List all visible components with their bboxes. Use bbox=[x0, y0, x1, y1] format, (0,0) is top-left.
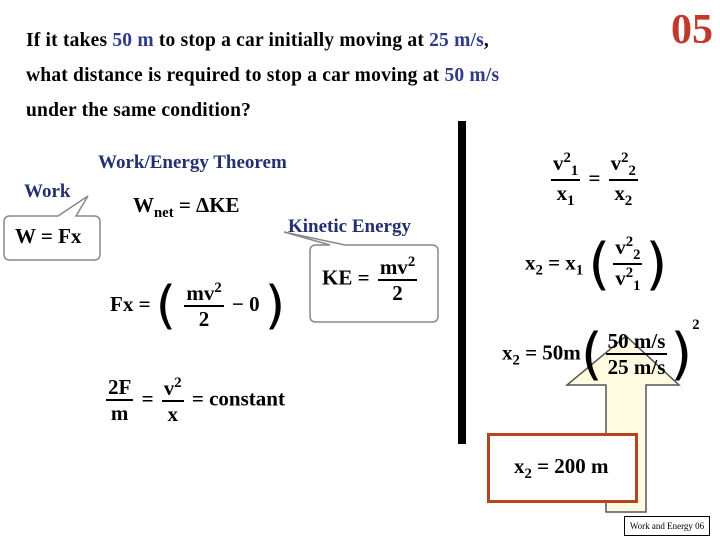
question-text: to stop a car initially moving at bbox=[153, 30, 430, 51]
kinetic-energy-label: Kinetic Energy bbox=[288, 216, 411, 237]
fx-equation: Fx = ( $\frac{mv^2}{2}$ − 0 ) bbox=[110, 276, 286, 336]
eq-part: 2 bbox=[625, 233, 634, 250]
fx-fraction bbox=[184, 280, 223, 331]
eq-part: KE = bbox=[322, 265, 370, 290]
eq-part: 2 bbox=[692, 317, 700, 334]
eq-part: W bbox=[133, 193, 154, 217]
eq-part: = 50m bbox=[525, 340, 581, 365]
eq-part: 2F bbox=[106, 376, 133, 401]
question-text: If it takes bbox=[26, 30, 113, 51]
eq-part: = bbox=[141, 386, 154, 411]
eq-part: = x bbox=[548, 250, 576, 275]
eq-part: 2 bbox=[535, 262, 543, 279]
eq-part: x bbox=[167, 402, 178, 427]
eq-part: 2 bbox=[633, 246, 641, 263]
eq-part: 1 bbox=[567, 193, 575, 210]
eq-part: 2 bbox=[563, 150, 571, 166]
eq-part: x bbox=[614, 181, 625, 206]
eq-part: 1 bbox=[570, 163, 579, 180]
eq-part: v bbox=[553, 151, 564, 175]
eq-part: = ΔKE bbox=[178, 193, 240, 217]
eq-part: v bbox=[163, 376, 175, 400]
answer-equation bbox=[514, 454, 609, 483]
question-text: what distance is required to stop a car moving at bbox=[26, 65, 445, 86]
vertical-divider bbox=[458, 121, 466, 444]
eq-part: 25 m/s bbox=[607, 354, 666, 379]
eq-part: 1 bbox=[575, 262, 584, 279]
eq-part: 2 bbox=[392, 281, 403, 306]
eq-part: 2 bbox=[174, 375, 182, 391]
initial-speed: 25 m/s bbox=[429, 30, 484, 51]
eq-part: v bbox=[615, 234, 626, 259]
eq-part: 2 bbox=[198, 307, 210, 332]
kinetic-energy-equation bbox=[322, 254, 420, 305]
ke-fraction bbox=[378, 254, 417, 305]
eq-part: 2 bbox=[407, 254, 416, 270]
eq-part: 2 bbox=[625, 265, 634, 282]
eq-part: 2 bbox=[628, 163, 636, 180]
ratio-fraction-2 bbox=[609, 150, 638, 210]
eq-part: net bbox=[154, 205, 174, 222]
ratio-fraction-1 bbox=[551, 150, 580, 210]
x2-equation: $x_2 = x_1$ ( $\frac{v^2_2}{v^2_1}$ ) bbox=[525, 232, 668, 297]
work-equation: W = Fx bbox=[15, 224, 82, 248]
question-text: under the same condition? bbox=[26, 100, 252, 121]
eq-part: x bbox=[514, 454, 525, 478]
eq-part: 2 bbox=[524, 466, 532, 483]
substitution-equation: $x_2 = 50m$( $\frac{50 m/s}{25 m/s}$ )$^2$ bbox=[502, 317, 700, 387]
eq-part: x bbox=[502, 340, 513, 365]
eq-part: = 200 m bbox=[537, 454, 609, 478]
substitution-fraction bbox=[606, 330, 668, 379]
eq-part: x bbox=[556, 181, 568, 206]
eq-part: v bbox=[615, 266, 626, 291]
const-fraction-1 bbox=[106, 376, 133, 425]
ratio-equation bbox=[548, 150, 641, 210]
work-label: Work bbox=[24, 181, 71, 202]
eq-part: 2 bbox=[214, 280, 222, 297]
eq-part: = bbox=[588, 166, 601, 191]
eq-part: mv bbox=[379, 255, 408, 279]
eq-part: 50 m/s bbox=[606, 330, 668, 355]
eq-part: v bbox=[610, 151, 622, 175]
slide-number: 05 bbox=[671, 7, 713, 53]
eq-part: − 0 bbox=[231, 291, 260, 316]
eq-part: Fx = bbox=[110, 291, 151, 316]
footer-label: Work and Energy 06 bbox=[624, 516, 710, 536]
eq-part: 2 bbox=[512, 352, 520, 369]
x2-fraction bbox=[613, 234, 642, 295]
eq-part: x bbox=[525, 250, 536, 275]
eq-part: 2 bbox=[621, 150, 629, 166]
eq-part: 1 bbox=[633, 278, 641, 295]
eq-part: = constant bbox=[191, 386, 285, 411]
work-energy-equation bbox=[133, 193, 240, 222]
initial-distance: 50 m bbox=[112, 30, 154, 51]
eq-part: mv bbox=[186, 281, 215, 306]
theorem-label: Work/Energy Theorem bbox=[98, 152, 287, 173]
question-text: , bbox=[483, 30, 489, 51]
constant-equation bbox=[103, 375, 285, 426]
eq-part: 2 bbox=[624, 193, 633, 210]
new-speed: 50 m/s bbox=[444, 65, 500, 86]
const-fraction-2 bbox=[162, 375, 184, 426]
eq-part: m bbox=[110, 401, 129, 426]
